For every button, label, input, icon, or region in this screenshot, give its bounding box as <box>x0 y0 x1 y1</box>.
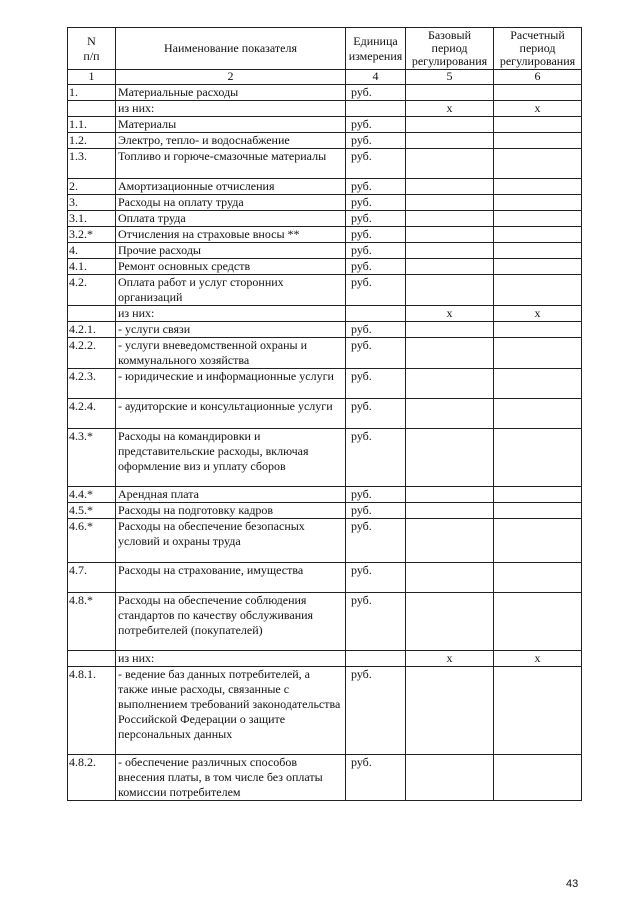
row-base-period-value <box>406 338 494 369</box>
column-index-row <box>68 70 582 85</box>
expenses-table <box>67 27 582 801</box>
row-calc-period-value <box>494 593 582 651</box>
row-base-period-value <box>406 369 494 399</box>
header-unit: Единица измерения <box>346 28 406 70</box>
row-indicator-name: Расходы на страхование, имущества <box>116 563 346 593</box>
row-base-period-value <box>406 179 494 195</box>
row-base-period-value: x <box>406 651 494 667</box>
table-row <box>68 338 582 369</box>
table-row <box>68 259 582 275</box>
row-number: 4.6.* <box>68 519 116 563</box>
row-base-period-value: x <box>406 101 494 117</box>
row-unit: руб. <box>346 85 406 101</box>
table-row <box>68 101 582 117</box>
row-base-period-value <box>406 667 494 755</box>
row-indicator-name: - услуги связи <box>116 322 346 338</box>
row-calc-period-value <box>494 519 582 563</box>
table-row <box>68 85 582 101</box>
row-number: 3.2.* <box>68 227 116 243</box>
row-calc-period-value <box>494 117 582 133</box>
table-body <box>68 85 582 801</box>
row-number: 4.2. <box>68 275 116 306</box>
row-base-period-value <box>406 149 494 179</box>
row-unit: руб. <box>346 563 406 593</box>
row-number: 4.1. <box>68 259 116 275</box>
row-indicator-name: - ведение баз данных потребителей, а также иные расходы, связанные с выполнением требований законодательства Российской Федерации о защите персональных данных <box>116 667 346 755</box>
row-indicator-name: Расходы на командировки и представительские расходы, включая оформление виз и уплату сборов <box>116 429 346 487</box>
row-number: 1.2. <box>68 133 116 149</box>
table-row <box>68 755 582 801</box>
row-calc-period-value <box>494 667 582 755</box>
header-number: N п/п <box>68 28 116 70</box>
row-number: 4.7. <box>68 563 116 593</box>
table-row <box>68 399 582 429</box>
row-base-period-value <box>406 593 494 651</box>
row-base-period-value <box>406 211 494 227</box>
row-number <box>68 306 116 322</box>
row-indicator-name: Расходы на оплату труда <box>116 195 346 211</box>
table-row <box>68 563 582 593</box>
row-calc-period-value <box>494 338 582 369</box>
table-row <box>68 369 582 399</box>
row-number: 4.5.* <box>68 503 116 519</box>
row-unit: руб. <box>346 227 406 243</box>
row-calc-period-value <box>494 227 582 243</box>
row-unit: руб. <box>346 211 406 227</box>
table-header-row <box>68 28 582 70</box>
row-base-period-value: x <box>406 306 494 322</box>
row-calc-period-value <box>494 399 582 429</box>
row-calc-period-value <box>494 369 582 399</box>
row-unit: руб. <box>346 322 406 338</box>
row-base-period-value <box>406 487 494 503</box>
row-number <box>68 651 116 667</box>
row-indicator-name: Ремонт основных средств <box>116 259 346 275</box>
row-base-period-value <box>406 755 494 801</box>
row-indicator-name: - юридические и информационные услуги <box>116 369 346 399</box>
table-row <box>68 149 582 179</box>
row-indicator-name: Отчисления на страховые вносы ** <box>116 227 346 243</box>
row-unit <box>346 651 406 667</box>
column-index: 6 <box>494 70 582 85</box>
row-indicator-name: - услуги вневедомственной охраны и коммунального хозяйства <box>116 338 346 369</box>
row-number: 4.2.3. <box>68 369 116 399</box>
row-indicator-name: из них: <box>116 306 346 322</box>
row-calc-period-value <box>494 243 582 259</box>
row-base-period-value <box>406 399 494 429</box>
row-base-period-value <box>406 227 494 243</box>
row-number: 4.8.* <box>68 593 116 651</box>
row-unit: руб. <box>346 149 406 179</box>
row-indicator-name: Расходы на обеспечение соблюдения стандартов по качеству обслуживания потребителей (покупателей) <box>116 593 346 651</box>
row-unit: руб. <box>346 667 406 755</box>
row-base-period-value <box>406 429 494 487</box>
table-row <box>68 429 582 487</box>
column-index: 1 <box>68 70 116 85</box>
row-unit: руб. <box>346 338 406 369</box>
row-indicator-name: Прочие расходы <box>116 243 346 259</box>
row-calc-period-value <box>494 503 582 519</box>
row-base-period-value <box>406 322 494 338</box>
row-calc-period-value <box>494 259 582 275</box>
row-unit: руб. <box>346 487 406 503</box>
table-row <box>68 503 582 519</box>
row-calc-period-value: x <box>494 651 582 667</box>
header-base-period: Базовый период регулирования <box>406 28 494 70</box>
row-number <box>68 101 116 117</box>
row-unit: руб. <box>346 259 406 275</box>
row-indicator-name: Электро, тепло- и водоснабжение <box>116 133 346 149</box>
row-indicator-name: - аудиторские и консультационные услуги <box>116 399 346 429</box>
row-number: 1.3. <box>68 149 116 179</box>
row-base-period-value <box>406 243 494 259</box>
row-calc-period-value <box>494 85 582 101</box>
row-calc-period-value <box>494 322 582 338</box>
table-row <box>68 179 582 195</box>
row-unit: руб. <box>346 275 406 306</box>
table-row <box>68 243 582 259</box>
row-number: 3. <box>68 195 116 211</box>
row-number: 4.8.1. <box>68 667 116 755</box>
row-number: 2. <box>68 179 116 195</box>
row-number: 3.1. <box>68 211 116 227</box>
row-indicator-name: - обеспечение различных способов внесения платы, в том числе без оплаты комиссии потребителем <box>116 755 346 801</box>
row-indicator-name: из них: <box>116 651 346 667</box>
row-number: 1. <box>68 85 116 101</box>
row-number: 4. <box>68 243 116 259</box>
row-unit: руб. <box>346 179 406 195</box>
header-indicator-name: Наименование показателя <box>116 28 346 70</box>
row-base-period-value <box>406 85 494 101</box>
row-base-period-value <box>406 563 494 593</box>
table-row <box>68 117 582 133</box>
row-base-period-value <box>406 117 494 133</box>
row-unit <box>346 101 406 117</box>
row-unit: руб. <box>346 399 406 429</box>
row-indicator-name: Амортизационные отчисления <box>116 179 346 195</box>
row-number: 1.1. <box>68 117 116 133</box>
table-row <box>68 593 582 651</box>
column-index: 5 <box>406 70 494 85</box>
row-base-period-value <box>406 195 494 211</box>
row-calc-period-value <box>494 755 582 801</box>
row-indicator-name: Оплата работ и услуг сторонних организаций <box>116 275 346 306</box>
table-row <box>68 306 582 322</box>
row-number: 4.4.* <box>68 487 116 503</box>
table-row <box>68 227 582 243</box>
row-calc-period-value <box>494 487 582 503</box>
row-indicator-name: Топливо и горюче-смазочные материалы <box>116 149 346 179</box>
header-calc-period: Расчетный период регулирования <box>494 28 582 70</box>
row-unit: руб. <box>346 195 406 211</box>
row-base-period-value <box>406 275 494 306</box>
row-base-period-value <box>406 259 494 275</box>
row-indicator-name: Материальные расходы <box>116 85 346 101</box>
row-number: 4.2.4. <box>68 399 116 429</box>
table-row <box>68 519 582 563</box>
row-unit: руб. <box>346 429 406 487</box>
table-row <box>68 195 582 211</box>
table-row <box>68 133 582 149</box>
row-number: 4.3.* <box>68 429 116 487</box>
page-number: 43 <box>566 878 579 890</box>
table-row <box>68 667 582 755</box>
row-unit: руб. <box>346 117 406 133</box>
column-index: 2 <box>116 70 346 85</box>
row-indicator-name: из них: <box>116 101 346 117</box>
row-calc-period-value <box>494 211 582 227</box>
row-number: 4.2.2. <box>68 338 116 369</box>
row-calc-period-value <box>494 429 582 487</box>
row-base-period-value <box>406 519 494 563</box>
row-unit: руб. <box>346 519 406 563</box>
row-unit <box>346 306 406 322</box>
row-calc-period-value <box>494 195 582 211</box>
row-calc-period-value <box>494 179 582 195</box>
table-row <box>68 275 582 306</box>
table-row <box>68 651 582 667</box>
row-number: 4.8.2. <box>68 755 116 801</box>
row-indicator-name: Арендная плата <box>116 487 346 503</box>
row-indicator-name: Расходы на подготовку кадров <box>116 503 346 519</box>
row-unit: руб. <box>346 503 406 519</box>
row-calc-period-value <box>494 275 582 306</box>
row-indicator-name: Материалы <box>116 117 346 133</box>
row-indicator-name: Оплата труда <box>116 211 346 227</box>
row-base-period-value <box>406 133 494 149</box>
row-calc-period-value <box>494 149 582 179</box>
row-base-period-value <box>406 503 494 519</box>
row-calc-period-value: x <box>494 306 582 322</box>
table-row <box>68 211 582 227</box>
row-calc-period-value <box>494 563 582 593</box>
row-indicator-name: Расходы на обеспечение безопасных условий и охраны труда <box>116 519 346 563</box>
table-row <box>68 487 582 503</box>
row-unit: руб. <box>346 593 406 651</box>
table-row <box>68 322 582 338</box>
row-unit: руб. <box>346 133 406 149</box>
column-index: 4 <box>346 70 406 85</box>
row-number: 4.2.1. <box>68 322 116 338</box>
row-calc-period-value: x <box>494 101 582 117</box>
row-unit: руб. <box>346 369 406 399</box>
row-calc-period-value <box>494 133 582 149</box>
row-unit: руб. <box>346 755 406 801</box>
row-unit: руб. <box>346 243 406 259</box>
